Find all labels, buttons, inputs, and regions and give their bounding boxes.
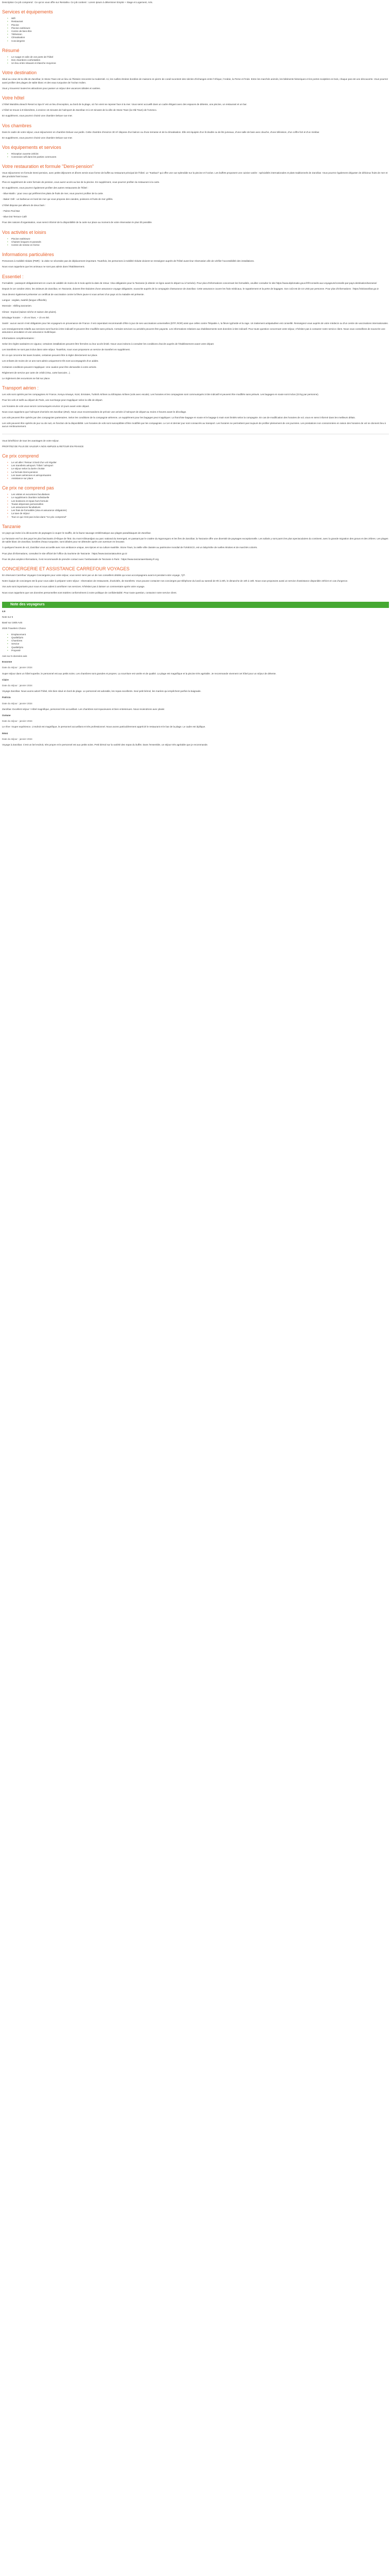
review-text: Voyage Zanzibar. Nous avons adoré l'hôtel, très bien situé en bord de plage. Le personnel est adorable, les repas excellents. Seul petit bémol, les marées qui empêchent parfois la baignade. — [2, 690, 201, 693]
excludes-item: • Les visites et excursions facultatives — [11, 493, 389, 496]
concierge-text — [2, 574, 389, 595]
section-paragraph: Certaines conditions peuvent s'appliquer. Une caution peut être demandée à votre arrivée. — [2, 365, 97, 368]
tanzania-title: Tanzanie — [2, 523, 21, 529]
list-item: • Piscine — [11, 24, 389, 27]
criteria-item: • Qualité/prix — [11, 636, 389, 639]
includes-item: • Les taxes aériennes et aéroportuaires — [11, 474, 389, 477]
excludes-item: • Le supplément chambre individuelle — [11, 496, 389, 499]
review-date: Date du séjour : janvier 2024 — [2, 737, 32, 740]
section-title: Informations particulières — [2, 252, 54, 258]
review-text: Super séjour dans un hôtel superbe, le personnel est aux petits soins. Les chambres sont grandes et propres. La nourriture est variée et de qualité. La plage est magnifique et la piscine très agréable. Je recommande vivement cet hôtel pour un séjour de détente. — [2, 672, 276, 675]
section-title: Services et équipements — [2, 9, 53, 15]
section-paragraph: Plus en supplément de votre formule de pension, vous aurez accès au bar de la piscine. En supplément, vous pourrez profiter du restaurant à la carte. — [2, 180, 160, 183]
section-paragraph: En supplément, vous pourrez choisir une chambre Deluxe vue mer. — [2, 136, 73, 139]
concierge-paragraph: En réservant Carrefour Voyages Conciergerie pour votre séjour, vous serez servi par un de nos conseillers dédiés qui vous accompagnera avant et pendant votre voyage, 7j/7. — [2, 574, 186, 577]
list-item: • Wifi — [11, 17, 389, 20]
review-text: Voyage à Zanzibar. C'est un bel endroit, très propre et le personnel est aux petits soins. Petit bémol sur la variété des repas du buffet. Dans l'ensemble, un séjour très agréable que je recommande. — [2, 743, 208, 746]
review-text: Zanzibar. Excellent séjour ! Hôtel magnifique, personnel très accueillant. Les chambres sont spacieuses et bien entretenues. Nous reviendrons avec plaisir. — [2, 707, 165, 710]
tanzania-paragraph: La Tanzanie est l'un des pays les plus fascinants d'Afrique de l'Est. Du mont Kilimandjaro au parc national du Serengeti, en passant par le cratère du Ngorongoro et les îles de Zanzibar, la Tanzanie offre une diversité de paysages exceptionnelle. Les safaris y sont parmi les plus spectaculaires du continent, avec la grande migration des gnous et des zèbres. Les plages de sable blanc de Zanzibar, bordées d'eaux turquoise, sont idéales pour se détendre après une aventure en brousse. — [2, 537, 388, 544]
section-paragraph: Personnes à mobilité réduite (PMR) : la visite ne nécessite pas de déplacement important. Toutefois, les personnes à mobilité réduite doivent se renseigner auprès de l'hôtel avant leur réservation afin de vérifier l'accessibilité des installations. — [2, 260, 255, 263]
criteria-item: • Qualité/prix — [11, 646, 389, 649]
section-paragraph: Situé au cœur de la ville de Zanzibar, le Stone Town est un lieu où l'histoire rencontre la modernité. Ici, les ruelles étroites bordées de maisons en pierre de corail racontent des siècles d'échanges entre l'Afrique, l'Arabie, la Perse et l'Inde. Entre les marchés animés, les bâtiments historiques et les portes sculptées en bois, chaque pas est une découverte. Vous pourrez aussi profiter des plages de sable blanc et des eaux turquoise de l'océan Indien. — [2, 78, 388, 84]
notes-score — [2, 610, 389, 613]
tanzania-paragraph: À quelques heures de vol, Zanzibar vous accueille avec son ambiance unique, ses épices et sa culture swahilie. Stone Town, la vieille ville classée au patrimoine mondial de l'UNESCO, est un labyrinthe de ruelles étroites et de marchés colorés. — [2, 546, 258, 549]
section-paragraph: Le règlement des excursions se fait sur place. — [2, 377, 51, 380]
section-title: Votre hôtel — [2, 95, 25, 101]
promo-intro: Vous bénéficiez de tous les avantages de votre séjour. — [2, 439, 59, 442]
section-paragraph: Réglement de service par carte de crédit (Visa, carte bancaire...). — [2, 371, 71, 374]
list-item: • Conciergerie — [11, 40, 389, 43]
promo-subtitle: PROFITEZ DE PLUS DE VALEUR A NOS AMPLES & RETOUR EN FRANCE — [2, 445, 84, 448]
list-item: • Restaurant — [11, 20, 389, 23]
review — [2, 732, 389, 747]
notes-criteria — [2, 633, 389, 652]
section-paragraph: Les vols peuvent être opérés de jour ou de nuit, en fonction de la disponibilité. Les horaires de vols sont susceptibles d'être modifiés par les compagnies. Le 1er et dernier jour sont consacrés au transport. Les horaires ne permettent pas toujours de profiter pleinement de ces journées. Les prestations non consommées en raison des horaires de vol ne donnent lieu à aucun remboursement. — [2, 422, 386, 428]
section-title: Transport aérien : — [2, 385, 39, 391]
concierge-paragraph: Notre équipe de concierges est là pour vous aider à préparer votre séjour : réservation de restaurants, d'activités, de transferts. Vous pouvez contacter nos concierges par téléphone du lundi au samedi de 9h à 20h, le dimanche de 10h à 18h. Nous vous proposons aussi un service d'assistance disponible 24h/24 en cas d'urgence. — [2, 580, 348, 583]
section-paragraph: - Palms Pool Bar — [2, 209, 20, 212]
tanzania-paragraph: Pour plus d'informations, consultez le site officiel de l'office du tourisme de Tanzanie : https://www.tanzaniatourism.go.tz — [2, 552, 127, 555]
concierge-block — [2, 566, 389, 595]
section-paragraph: Formalités : passeport obligatoirement en cours de validité de moins de 6 mois après la date de retour. Visa obligatoire pour la Tanzanie (à obtenir en ligne avant le départ ou à l'arrivée). Pour plus d'informations concernant les formalités, veuillez consulter le site https://www.diplomatie.gouv.fr/fr/conseils-aux-voyageurs/conseils-par-pays-destination/tanzanie/ — [2, 281, 377, 284]
section-paragraph: Pour les vols et tarifs au départ de Paris, une surcharge peut s'appliquer selon la ville de départ. — [2, 399, 103, 402]
section-paragraph: L'hôtel dispose par ailleurs de deux bars : — [2, 204, 46, 207]
notes-score-caption: Note sur 5 — [2, 616, 13, 619]
excludes-item: • Tout ce qui n'est pas inclus dans "Ce prix comprend" — [11, 516, 389, 519]
review-author: Océane — [2, 714, 11, 717]
excludes-item: • Toutes dépenses personnelles — [11, 503, 389, 506]
section-list — [2, 152, 389, 159]
section-list — [2, 17, 389, 43]
notes-score-value: 4.6 — [2, 609, 6, 613]
list-item: • Piscine extérieure — [11, 27, 389, 30]
concierge-paragraph: Vos avis sont importants pour nous et nous aident à améliorer nos services. N'hésitez pas à laisser un commentaire après votre voyage. — [2, 585, 145, 588]
content-sections — [2, 9, 389, 428]
notes-reviews-count: 2025 Travelers Choice — [2, 627, 26, 630]
list-item: • Le nuage et voile de vos porte de l'hôtel — [11, 56, 389, 59]
section — [2, 95, 389, 118]
includes-item: • Les transferts aéroport / hôtel / aéroport — [11, 464, 389, 467]
section-title: Vos équipements et services — [2, 145, 61, 150]
section-title: Votre restauration et formule "Demi-pension" — [2, 164, 94, 170]
section-paragraph: En supplément, vous pourrez choisir une chambre Deluxe vue mer. — [2, 114, 73, 117]
list-item: • Piscine extérieure — [11, 238, 389, 241]
section-paragraph: Les vols sont opérés par les compagnies Air France, Kenya Airways, KLM, Emirates, Turkish Airlines ou Ethiopian Airlines (vols avec escale). Les horaires et les compagnies sont communiqués à titre indicatif et peuvent être modifiés sans préavis. Les bagages en soute sont inclus (23 kg par personne). — [2, 393, 319, 396]
page — [0, 0, 391, 753]
section-paragraph: Vous y trouverez toutes les attractions pour passer un séjour des vacances idéales et variées. — [2, 87, 101, 90]
section-paragraph: Selon les règles sanitaires en vigueur, certaines installations peuvent être fermées ou leur accès limité. Nous vous invitons à consulter les conditions d'accès auprès de l'établissement avant votre départ. — [2, 342, 215, 345]
section-paragraph: L'hôtel se trouve à 8 kilomètres, à environ 15 minutes de l'aéroport de Zanzibar et à 10 minutes de la ville de Stone Town (la Old Town) de l'Unesco. — [2, 109, 157, 112]
excludes-item: • Les frais de formalités (visa et assurance obligatoire) — [11, 509, 389, 512]
criteria-item: • Emplacement — [11, 633, 389, 636]
list-item: • Réception ouverte 24h/24 — [11, 152, 389, 156]
section-title: Résumé — [2, 47, 20, 53]
section-paragraph: Les renseignements relatifs aux services sont fournis à titre indicatif et peuvent être modifiés sans préavis. Certains services ou activités peuvent être payants. Les informations relatives aux établissements sont données à titre indicatif. Pour toute question concernant votre séjour, n'hésitez pas à contacter notre service client. Nous vous conseillons de souscrire une assurance annulation et une assurance multirisque. — [2, 328, 385, 334]
includes-list — [2, 461, 389, 480]
section — [2, 385, 389, 428]
section — [2, 70, 389, 90]
section-paragraph: Vous devrez également présenter un certificat de vaccination contre la fièvre jaune si vous arrivez d'un pays où la maladie est présente. — [2, 293, 144, 296]
list-item: • Centre de bien-être — [11, 30, 389, 33]
section-paragraph: Depuis le 1er octobre 2024, les visiteurs de Zanzibar, en Tanzanie, doivent être titulaires d'une assurance voyage obligatoire, souscrite auprès de la compagnie d'assurance de Zanzibar. Cette assurance couvre les frais médicaux, le rapatriement et la perte de bagages. Son coût est de 44 USD par personne. Pour plus d'informations : https://visitzanzibar.go.tz — [2, 287, 379, 290]
section-paragraph: Les transferts ne sont pas inclus dans votre séjour. Toutefois, nous vous proposons un service de transfert en supplément. — [2, 348, 131, 351]
excludes-item: • Les assurances facultatives — [11, 506, 389, 509]
notes-header: Note des voyageurs — [2, 602, 389, 608]
section-paragraph: Dans le cadre de votre séjour, vous séjournerez en chambre Deluxe vue jardin. Cette chambre d'environ 30 m² dispose d'un balcon ou d'une terrasse et de la climatisation. Elle est équipée d'un lit double ou de lits jumeaux, d'une salle de bain avec douche, d'une télévision, d'un coffre-fort et d'un minibar. — [2, 130, 320, 133]
review — [2, 696, 389, 711]
promo-block — [2, 439, 389, 519]
tanzania-paragraph: Un pays qui invite à la découverte de paysages à couper le souffle, de la faune sauvage emblématique aux plages paradisiaques de Zanzibar. — [2, 531, 151, 534]
section-paragraph: - Baker Grill : un barbecue en bord de mer qui vous propose des viandes, poissons et fruits de mer grillés. — [2, 198, 113, 201]
includes-title: Ce prix comprend — [2, 453, 39, 459]
criteria-item: • Chambres — [11, 639, 389, 642]
section-paragraph: Les horaires de vols vous seront communiqués environ 10 jours avant votre départ. — [2, 404, 90, 408]
criteria-item: • Propreté — [11, 649, 389, 652]
section-paragraph: Vous séjournerez en formule Demi-pension, avec petits-déjeuners et dîners servis sous forme de buffet au restaurant principal de l'hôtel. Le "Kaskazi" qui offre une vue splendide sur la piscine et l'océan. Les buffets proposent une cuisine variée : spécialités internationales et plats traditionnels de Zanzibar. Vous pourrez également déguster de délicieux fruits de mer et des produits frais locaux. — [2, 172, 388, 178]
section-paragraph: En supplément, vous pourrez également profiter des autres restaurants de l'hôtel : — [2, 187, 89, 190]
section — [2, 9, 389, 43]
excludes-item: • La taxe de séjour — [11, 512, 389, 515]
reviews-list — [2, 660, 389, 747]
section-paragraph: Nous vous rappelons que l'aéroport d'arrivée est Zanzibar (ZNZ). Nous vous recommandons de prévoir une arrivée à l'aéroport de départ au moins 3 heures avant le décollage. — [2, 410, 187, 413]
section-paragraph: Climat : tropical (saison sèche et saison des pluies). — [2, 310, 57, 313]
section — [2, 145, 389, 159]
review-text: Le rêve ! Super expérience. L'endroit est magnifique, le personnel accueillant et très professionnel. Nous avons particulièrement apprécié le restaurant et le bar de la plage. Le cadre est idyllique. — [2, 725, 206, 728]
review-author: Rémi — [2, 732, 8, 735]
notes-count: Basé sur 1805 Avis — [2, 621, 23, 624]
includes-item: • Le séjour selon la durée choisie — [11, 467, 389, 470]
notes-meta: Avis sur 5 données avis — [2, 654, 27, 657]
section-title: Votre destination — [2, 70, 37, 76]
notes-block — [2, 610, 389, 747]
excludes-item: • Les boissons et repas hors formule — [11, 500, 389, 503]
section-paragraph: En ce qui concerne les taxes locales, certaines peuvent être à régler directement sur place. — [2, 354, 98, 357]
list-item: • Climatisation — [11, 36, 389, 39]
includes-item: • Assistance sur place — [11, 477, 389, 480]
review-date: Date du séjour : janvier 2024 — [2, 702, 32, 705]
review-author: Patricia — [2, 696, 11, 699]
section — [2, 274, 389, 381]
list-item: • Centre de remise en forme — [11, 244, 389, 247]
section-title: Essentiel : — [2, 274, 24, 279]
review-author: Claire — [2, 678, 9, 681]
review-date: Date du séjour : janvier 2024 — [2, 720, 32, 723]
section — [2, 230, 389, 247]
section-paragraph: Informations complémentaires : — [2, 336, 36, 340]
review — [2, 660, 389, 675]
list-item: • Chaises longues et parasols — [11, 241, 389, 244]
list-item: • Des chambres confortables — [11, 59, 389, 62]
review-date: Date du séjour : janvier 2024 — [2, 684, 32, 687]
review-date: Date du séjour : janvier 2024 — [2, 666, 32, 669]
includes-item: • La formule Demi-pension — [11, 471, 389, 474]
section-paragraph: Santé : aucun vaccin n'est obligatoire pour les voyageurs en provenance de France. Il est cependant recommandé d'être à jour de ses vaccinations universelles (DTP, ROR) ainsi que celles contre l'hépatite A, la fièvre typhoïde et la rage. Un traitement antipaludéen est conseillé. Renseignez-vous auprès de votre médecin ou d'un centre de vaccinations internationales. — [2, 321, 388, 325]
section-list — [2, 56, 389, 65]
section-list — [2, 238, 389, 247]
includes-item: • Le vol aller / Retour à bord d'un vol régulier — [11, 461, 389, 464]
concierge-paragraph: Nous vous rappelons que vos données personnelles sont traitées conformément à notre politique de confidentialité. Pour toute question, contactez notre service client. — [2, 591, 177, 594]
list-item: • Un lieu entre relaxant et étanche moyenne — [11, 62, 389, 65]
section-paragraph: L'hôtel Waridimu Beach Resort & Spa 5* est un lieu d'exception, au bord de la plage, où l'on vient se reposer face à la mer. Vous serez accueilli dans un cadre élégant avec des espaces de détente, une piscine, un restaurant et un bar. — [2, 103, 247, 106]
section-title: Vos chambres — [2, 123, 32, 128]
review-author: Essonne — [2, 660, 12, 664]
concierge-title: CONCIERGERIE ET ASSISTANCE CARREFOUR VOYAGES — [2, 566, 130, 572]
excludes-list — [2, 493, 389, 519]
section — [2, 164, 389, 224]
section-paragraph: Les vols peuvent être opérés par des compagnies partenaires. Selon les conditions de la compagnie aérienne, un supplément pour les bagages peut s'appliquer. La franchise bagage en soute et le bagage à main sont limités selon la compagnie. En cas de modification des horaires de vol, vous en serez informé dans les meilleurs délais. — [2, 416, 355, 419]
list-item: • Connexion wifi dans les parties communes — [11, 156, 389, 159]
criteria-item: • Service — [11, 642, 389, 646]
section — [2, 252, 389, 268]
section-title: Vos activités et loisirs — [2, 229, 46, 235]
section-paragraph: Les enfants de moins de 12 ans sont admis uniquement s'ils sont accompagnés d'un adulte. — [2, 360, 99, 363]
section-paragraph: Langue : anglais, swahili (langue officielle). — [2, 299, 47, 302]
excludes-title: Ce prix ne comprend pas — [2, 485, 54, 491]
section-paragraph: - Blue Marlin : pour ceux qui préfèrent les plats de fruits de mer, vous pourrez profiter de la carte. — [2, 192, 104, 195]
tanzania-text — [2, 532, 389, 561]
review — [2, 714, 389, 729]
tanzania-paragraph: Pour de plus amples informations, il est recommandé de prendre contact avec l'ambassade de Tanzanie à Paris : https://www.tanzaniaembassy-fr.org — [2, 557, 159, 561]
section-paragraph: Décalage horaire : + 2h en hiver, + 1h en été. — [2, 316, 50, 319]
section-paragraph: Pour des raisons d'organisation, vous serez informé de la disponibilité de la carte sur place au moment de votre réservation le plus tôt possible. — [2, 221, 153, 224]
section — [2, 123, 389, 140]
section-paragraph: Nous vous rappelons que les animaux ne sont pas admis dans l'établissement. — [2, 265, 85, 268]
tanzania-block — [2, 524, 389, 561]
list-item: • Télévision — [11, 33, 389, 36]
review — [2, 679, 389, 693]
section — [2, 48, 389, 65]
section-paragraph: - Blue Dot Terrace Café — [2, 215, 27, 218]
intro-text: Description Ce job comprend : Ce qu'on vous offre sur Rentalinv. Ce job contient : Lorem ipsum à déterminer Emploi + Stage et Logement, Arts. — [2, 1, 153, 4]
section-paragraph: Monnaie : shilling tanzanien. — [2, 304, 32, 308]
